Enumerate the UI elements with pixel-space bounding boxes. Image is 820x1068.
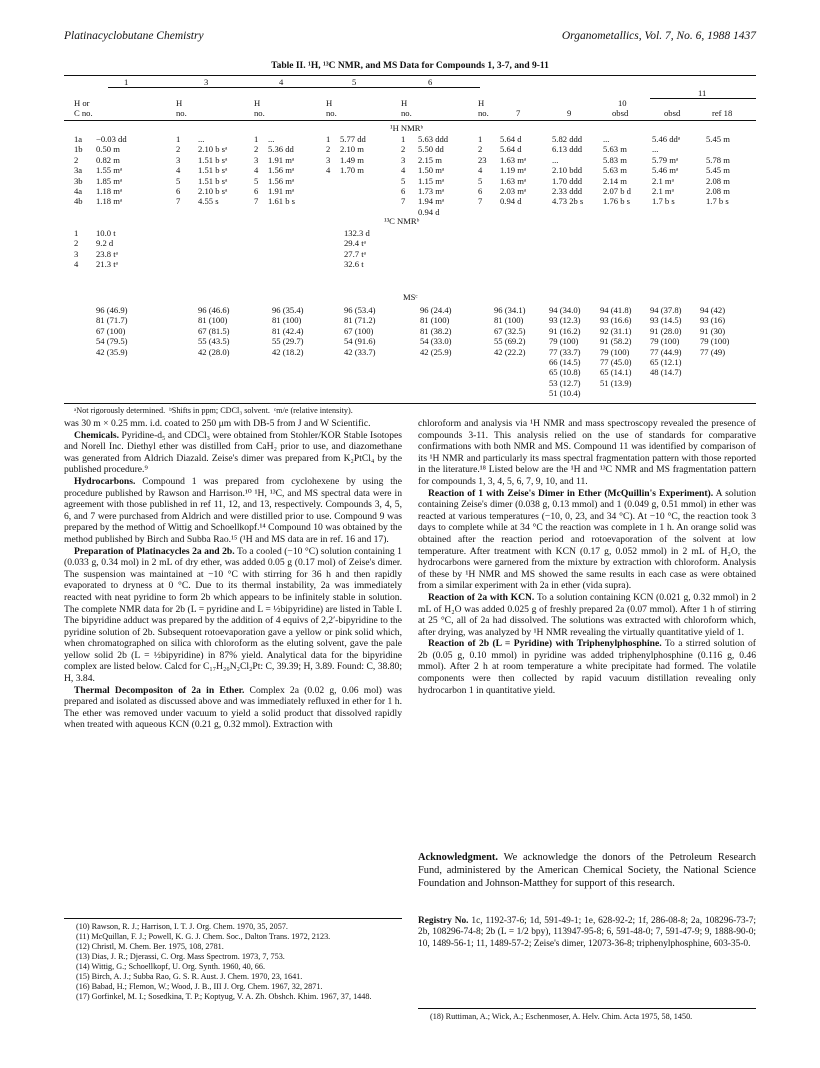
paragraph-reaction-zeise: Reaction of 1 with Zeise's Dimer in Ether (McQuillin's Experiment). A solution containing Zeise's dimer (0.038 g, 0.13 mmol) and 1 (0.049 g, 0.51 mmol) in ether was reacted at various temperatures (−10, 0, 23, and 34 °C). At −10 °C, the reaction took 3 days to complete while at 34 °C the reaction was complete in 1 h. An orange solid was obtained after the reaction period and rotoevaporation of the solvent at low temperature. After treatment with KCN (0.17 g, 0.052 mmol) in 2 mL of H₂O, the hydrocarbons were garnered from the mixture by extraction with chloroform. Analysis of these by ¹H NMR and MS showed the same results in each case as were obtained from a similar experiment with 2a in ether (vida supra). [418, 487, 756, 592]
paragraph-reaction-kcn: Reaction of 2a with KCN. To a solution containing KCN (0.021 g, 0.32 mmol) in 2 mL of H₂O was added 0.025 g of freshly prepared 2a (0.07 mmol). After 1 h of stirring at 25 °C, all of 2a had dissolved. The solutions was extracted with chloroform which, after drying, was analyzed by ¹H NMR revealing the virtually quantitative yield of 1. [418, 591, 756, 638]
heading-reaction-kcn: Reaction of 2a with KCN. [428, 591, 535, 603]
h-nmr-col-10: ... 5.63 m 5.83 m 5.63 m 2.14 m 2.07 b d 1.76 b s [603, 134, 631, 207]
heading-registry: Registry No. [418, 916, 469, 926]
h-nmr-col-1: −0.03 dd 0.50 m 0.82 m 1.55 mᵃ 1.85 mᵃ 1.18 mᵃ 1.18 mᵃ [96, 134, 127, 207]
paragraph-column-continued: chloroform and analysis via ¹H NMR and mass spectroscopy revealed the presence of compounds 3-11. This analysis relied on the use of standards for comparative confirmations with both NMR and MS. Compound 11 was identified by comparison of its ¹H NMR and particularly its mass spectral fragmentation pattern with those reported in the literature.¹⁸ Listed below are the ¹H and ¹³C NMR and MS fragmentation pattern for compounds 1, 3, 4, 5, 6, 7, 9, 10, and 11. [418, 418, 756, 487]
footnote-rule-right [418, 1008, 756, 1009]
table-title: Table II. ¹H, ¹³C NMR, and MS Data for Compounds 1, 3-7, and 9-11 [271, 61, 549, 71]
hdr-no-7: no. [478, 108, 489, 118]
hdr-col-7: 7 [516, 108, 521, 118]
compound-group-rule [108, 87, 480, 88]
hdr-h-or: H or [74, 98, 90, 108]
heading-acknowledgment: Acknowledgment. [418, 852, 498, 863]
registry-numbers: Registry No. 1c, 1192-37-6; 1d, 591-49-1; 1e, 628-92-2; 1f, 286-08-8; 2a, 108296-73-7; 2b, 108296-74-8; 2b (L = 1/2 bpy), 113947-95-8; 6, 591-48-0; 7, 591-47-9; 9, 1888-90-0; 10, 1489-56-1; 11, 1489-57-2; Zeise's dimer, 12073-36-8; triphenylphosphine, 603-35-0. [418, 916, 756, 949]
running-header [64, 30, 756, 42]
hdr-h-4: H [254, 98, 261, 108]
hdr-h-6: H [401, 98, 408, 108]
ms-col-3: 96 (46.6) 81 (100) 67 (81.5) 55 (43.5) 42 (28.0) [198, 305, 230, 357]
hdr-no-4: no. [254, 108, 265, 118]
hdr-compound-6: 6 [428, 77, 433, 87]
heading-chemicals: Chemicals. [74, 429, 120, 441]
ms-col-9: 94 (34.0) 93 (12.3) 91 (16.2) 79 (100) 77 (33.7) 66 (14.5) 65 (10.8) 53 (12.7) 51 (10.4) [549, 305, 581, 399]
h-nmr-col-5: 5.77 dd 2.10 m 1.49 m 1.70 m [340, 134, 366, 176]
paragraph-chemicals: Chemicals. Pyridine-d₅ and CDCl₃ were obtained from Stohler/KOR Stable Isotopes and Norell Inc. Diethyl ether was distilled from CaH₂ prior to use, and diazomethane was generated from Aldrich Diazald. Zeise's dimer was prepared from K₂PtCl₄ by the published procedure.⁹ [64, 429, 402, 476]
hdr-h-3: H [176, 98, 183, 108]
footnote-18: (18) Ruttiman, A.; Wick, A.; Eschenmoser, A. Helv. Chim. Acta 1975, 58, 1450. [430, 1012, 693, 1021]
hdr-no-3: no. [176, 108, 187, 118]
h-nmr-col-c-no: 1a 1b 2 3a 3b 4a 4b [74, 134, 83, 207]
c-nmr-col-1: 10.0 t 9.2 d 23.8 tᵃ 21.3 tᵃ [96, 228, 118, 270]
header-right: Organometallics, Vol. 7, No. 6, 1988 1437 [561, 30, 756, 42]
footnote-rule-left [64, 918, 402, 919]
c-nmr-col-c-no: 1 2 3 4 [74, 228, 79, 270]
ms-col-7: 96 (34.1) 81 (100) 67 (32.5) 55 (69.2) 42 (22.2) [494, 305, 526, 357]
h-nmr-col-hno-7: 1 2 23 4 5 6 7 [478, 134, 487, 207]
hdr-compound-5: 5 [352, 77, 357, 87]
hdr-no-5: no. [326, 108, 337, 118]
footnote-15: (15) Birch, A. J.; Subba Rao, G. S. R. Aust. J. Chem. 1970, 23, 1641. [76, 972, 303, 981]
hdr-col-10: 10 [618, 98, 627, 108]
ms-col-11-obsd: 94 (37.8) 93 (14.5) 91 (28.0) 79 (100) 77 (44.9) 65 (12.1) 48 (14.7) [650, 305, 682, 378]
footnotes-left [64, 922, 402, 1002]
h-nmr-col-hno-6: 1 2 3 4 5 6 7 [401, 134, 406, 207]
footnote-11: (11) McQuillan, F. J.; Powell, K. G. J. Chem. Soc., Dalton Trans. 1972, 2123. [76, 932, 331, 941]
hdr-compound-11: 11 [698, 88, 707, 98]
compound-11-rule [650, 98, 756, 99]
ms-col-10: 94 (41.8) 93 (16.6) 92 (31.1) 91 (58.2) 79 (100) 77 (45.0) 65 (14.1) 51 (13.9) [600, 305, 632, 388]
paragraph-column-intro: was 30 m × 0.25 mm. i.d. coated to 250 μm with DB-5 from J and W Scientific. [64, 418, 371, 429]
ms-col-1: 96 (46.9) 81 (71.7) 67 (100) 54 (79.5) 42 (35.9) [96, 305, 128, 357]
hdr-obsd-10: obsd [612, 108, 629, 118]
left-column [64, 418, 402, 731]
header-left: Platinacyclobutane Chemistry [64, 30, 204, 42]
section-ms: MSᶜ [403, 292, 418, 302]
paragraph-hydrocarbons: Hydrocarbons. Compound 1 was prepared from cyclohexene by using the procedure published by Rawson and Harrison.¹⁰ ¹H, ¹³C, and MS spectral data were in agreement with those published in ref 11, 12, and 13, respectively. Compounds 3, 4, 5, 6, and 7 were purchased from Aldrich and were distilled prior to use. Compound 9 was prepared by the method of Wittig and Schoellkopf.¹⁴ Compound 10 was obtained by the method published by Birch and Subba Rao.¹⁵ (¹H and MS data are in ref. 16 and 17). [64, 475, 402, 545]
paragraph-preparation: Preparation of Platinacycles 2a and 2b. To a cooled (−10 °C) solution containing 1 (0.033 g, 0.34 mol) in 2 mL of dry ether, was added 0.05 g (0.17 mol) of Zeise's dimer. The suspension was maintained at −10 °C with stirring for 36 h and then rapidly evaporated to dryness at 0 °C. Due to its thermal instability, 2a was immediately reacted with neat pyridine to form 2b which appears to be infinitely stable in solution. The complete NMR data for 2b (L = pyridine and L = ½bipyridine) are listed in Table I. The bipyridine adduct was prepared by the addition of 4 equivs of 2,2′-bipyridine to the pyridine solution of 2b. Subsequent rotoevaporation gave a yellow or pink solid which, when chromatographed on silica with chloroform as the eluting solvent, gave the pale yellow solid 2b (L = ½bipyridine) in 87% yield. Analytical data for the bipyridine complex are listed below. Calcd for C₁₇H₂₀N₂Cl₂Pt: C, 39.39; H, 3.89. Found: C, 38.80; H, 3.84. [64, 545, 402, 685]
h-nmr-col-4: ... 5.36 dd 1.91 mᵃ 1.56 mᵃ 1.56 mᵃ 1.91 mᵃ 1.61 b s [268, 134, 295, 207]
footnote-14: (14) Wittig, G.; Schoellkopf, U. Org. Synth. 1960, 40, 66. [76, 962, 266, 971]
hdr-h-7: H [478, 98, 485, 108]
table-bottom-rule [64, 403, 756, 404]
header-bottom-rule [64, 120, 756, 121]
acknowledgment: Acknowledgment. We acknowledge the donors of the Petroleum Research Fund, administered by the American Chemical Society, the National Science Foundation and Johnson-Matthey for support of this research. [418, 852, 756, 889]
hdr-compound-1: 1 [124, 77, 129, 87]
table-footnote: ᵃNot rigorously determined. ᵇShifts in ppm; CDCl₃ solvent. ᶜm/e (relative intensity). [74, 406, 353, 415]
footnote-13: (13) Dias, J. R.; Djerassi, C. Org. Mass Spectrom. 1973, 7, 753. [76, 952, 285, 961]
hdr-no-6: no. [401, 108, 412, 118]
hdr-h-5: H [326, 98, 333, 108]
hdr-col-9: 9 [567, 108, 572, 118]
ms-col-6: 96 (24.4) 81 (100) 81 (38.2) 54 (33.0) 42 (25.9) [420, 305, 452, 357]
heading-reaction-pph3: Reaction of 2b (L = Pyridine) with Triphenylphosphine. [428, 638, 662, 650]
right-column [418, 418, 756, 696]
hdr-obsd-11: obsd [664, 108, 681, 118]
hdr-c-no: C no. [74, 108, 93, 118]
heading-hydrocarbons: Hydrocarbons. [74, 475, 136, 487]
heading-reaction-zeise: Reaction of 1 with Zeise's Dimer in Ether (McQuillin's Experiment). [428, 487, 714, 499]
h-nmr-col-11-obsd: 5.46 ddᵃ ... 5.79 mᵃ 5.46 mᵃ 2.1 mᵃ 2.1 mᵃ 1.7 b s [652, 134, 681, 207]
h-nmr-col-9: 5.82 ddd 6.13 ddd ... 2.10 bdd 1.70 ddd 2.33 ddd 4.73 2b s [552, 134, 584, 207]
footnote-17: (17) Gorfinkel, M. I.; Sosedkina, T. P.; Koptyug, V. A. Zh. Obshch. Khim. 1967, 37, 1448. [76, 992, 372, 1001]
hdr-compound-4: 4 [279, 77, 284, 87]
footnote-12: (12) Christl, M. Chem. Ber. 1975, 108, 2781. [76, 942, 224, 951]
ms-col-11-ref18: 94 (42) 93 (16) 91 (30) 79 (100) 77 (49) [700, 305, 730, 357]
ms-col-4: 96 (35.4) 81 (100) 81 (42.4) 55 (29.7) 42 (18.2) [272, 305, 304, 357]
h-nmr-col-3: ... 2.10 b sᵃ 1.51 b sᵃ 1.51 b sᵃ 1.51 b sᵃ 2.10 b sᵃ 4.55 s [198, 134, 228, 207]
footnote-16: (16) Babad, H.; Flemon, W.; Wood, J. B., III J. Org. Chem. 1967, 32, 2871. [76, 982, 323, 991]
hdr-compound-3: 3 [204, 77, 209, 87]
ms-col-5: 96 (53.4) 81 (71.2) 67 (100) 54 (91.6) 42 (33.7) [344, 305, 376, 357]
table-top-rule [64, 75, 756, 76]
h-nmr-col-hno-5: 1 2 3 4 [326, 134, 331, 176]
section-c-nmr: ¹³C NMRᵇ [384, 216, 420, 226]
heading-thermal: Thermal Decompositon of 2a in Ether. [74, 684, 245, 696]
h-nmr-col-6: 5.63 ddd 5.50 dd 2.15 m 1.50 mᵃ 1.15 mᵃ 1.73 mᵃ 1.94 mᵃ 0.94 d [418, 134, 449, 217]
c-nmr-col-5: 132.3 d 29.4 tᵃ 27.7 tᵃ 32.6 t [344, 228, 370, 270]
h-nmr-col-11-ref18: 5.45 m 5.78 m 5.45 m 2.08 m 2.08 m 1.7 b s [706, 134, 730, 207]
footnotes-right [418, 1012, 756, 1022]
heading-preparation: Preparation of Platinacycles 2a and 2b. [74, 545, 235, 557]
section-h-nmr: ¹H NMRᵇ [390, 123, 424, 133]
paragraph-reaction-pph3: Reaction of 2b (L = Pyridine) with Triphenylphosphine. To a stirred solution of 2b (0.05 g, 0.10 mmol) in pyridine was added triphenylphosphine (0.116 g, 0.46 mmol). After 2 h at room temperature a white precipitate had formed. The volatile components were then collected by rapid vacuum distillation revealing only hydrocarbon 1 in quantitative yield. [418, 638, 757, 696]
h-nmr-col-hno-4: 1 2 3 4 5 6 7 [254, 134, 259, 207]
h-nmr-col-hno-3: 1 2 3 4 5 6 7 [176, 134, 181, 207]
hdr-ref18: ref 18 [712, 108, 733, 118]
footnote-10: (10) Rawson, R. J.; Harrison, I. T. J. Org. Chem. 1970, 35, 2057. [76, 922, 288, 931]
paragraph-thermal: Thermal Decompositon of 2a in Ether. Complex 2a (0.02 g, 0.06 mol) was prepared and isolated as discussed above and was immediately refluxed in ether for 1 h. The ether was removed under vacuum to yield a solid product that dissolved rapidly when treated with aqueous KCN (0.21 g, 0.32 mmol). Extraction with [64, 684, 403, 731]
h-nmr-col-7: 5.64 d 5.64 d 1.63 mᵃ 1.19 mᵃ 1.63 mᵃ 2.03 mᵃ 0.94 d [500, 134, 527, 207]
